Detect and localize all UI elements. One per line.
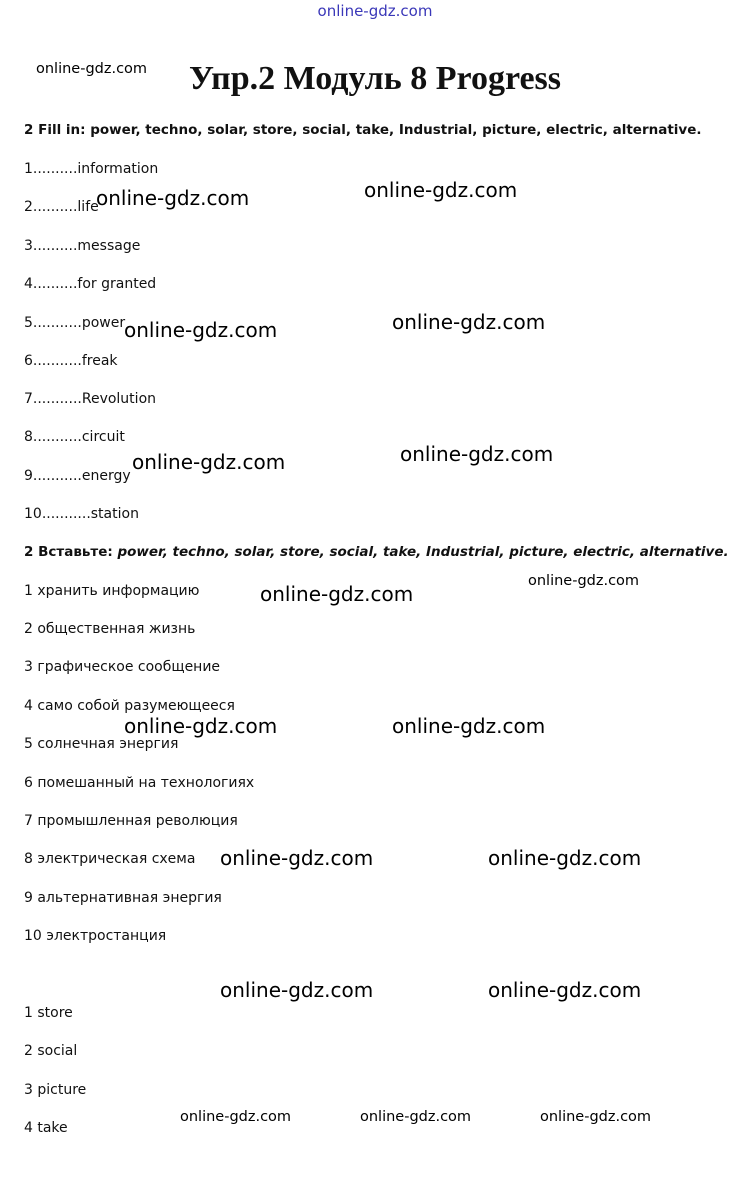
instruction-en bbox=[24, 122, 702, 138]
watermark: online-gdz.com bbox=[488, 978, 642, 1002]
page-title: Упр.2 Модуль 8 Progress bbox=[188, 60, 561, 97]
translation-item: 7 промышленная революция bbox=[24, 813, 238, 829]
exercise-item: 8...........circuit bbox=[24, 429, 125, 445]
instruction-ru-words: power, techno, solar, store, social, take, Industrial, picture, electric, alternative. bbox=[117, 544, 729, 560]
watermark: online-gdz.com bbox=[392, 310, 546, 334]
watermark: online-gdz.com bbox=[364, 178, 518, 202]
exercise-item: 9...........energy bbox=[24, 468, 131, 484]
watermark: online-gdz.com bbox=[400, 442, 554, 466]
translation-item: 10 электростанция bbox=[24, 928, 167, 944]
translation-item: 2 общественная жизнь bbox=[24, 621, 196, 637]
translation-item: 5 солнечная энергия bbox=[24, 736, 179, 752]
watermark: online-gdz.com bbox=[132, 450, 286, 474]
watermark: online-gdz.com bbox=[124, 714, 278, 738]
watermark: online-gdz.com bbox=[360, 1109, 472, 1125]
exercise-item: 2..........life bbox=[24, 199, 99, 215]
translation-item: 6 помешанный на технологиях bbox=[24, 775, 255, 791]
instruction-en-words: power, techno, solar, store, social, take, Industrial, picture, electric, alternative. bbox=[90, 122, 702, 138]
exercise-item: 4..........for granted bbox=[24, 276, 157, 292]
translation-item: 9 альтернативная энергия bbox=[24, 890, 222, 906]
watermark: online-gdz.com bbox=[260, 582, 414, 606]
instruction-ru-prefix: 2 Вставьте: bbox=[24, 544, 118, 560]
exercise-item: 10...........station bbox=[24, 506, 139, 522]
translation-item: 8 электрическая схема bbox=[24, 851, 196, 867]
site-link[interactable]: online-gdz.com bbox=[317, 2, 433, 20]
answer-item: 3 picture bbox=[24, 1082, 87, 1098]
watermark: online-gdz.com bbox=[392, 714, 546, 738]
translation-item: 1 хранить информацию bbox=[24, 583, 200, 599]
watermark: online-gdz.com bbox=[488, 846, 642, 870]
watermark: online-gdz.com bbox=[528, 573, 640, 589]
exercise-item: 3..........message bbox=[24, 238, 141, 254]
watermark: online-gdz.com bbox=[540, 1109, 652, 1125]
watermark: online-gdz.com bbox=[220, 978, 374, 1002]
watermark: online-gdz.com bbox=[220, 846, 374, 870]
exercise-item: 1..........information bbox=[24, 161, 159, 177]
instruction-ru bbox=[24, 544, 729, 560]
watermark: online-gdz.com bbox=[96, 186, 250, 210]
exercise-item: 7...........Revolution bbox=[24, 391, 157, 407]
exercise-item: 6...........freak bbox=[24, 353, 118, 369]
answer-item: 2 social bbox=[24, 1043, 78, 1059]
translation-item: 4 само собой разумеющееся bbox=[24, 698, 235, 714]
answer-item: 4 take bbox=[24, 1120, 68, 1136]
watermark: online-gdz.com bbox=[124, 318, 278, 342]
watermark: online-gdz.com bbox=[36, 61, 148, 77]
translation-item: 3 графическое сообщение bbox=[24, 659, 221, 675]
watermark: online-gdz.com bbox=[180, 1109, 292, 1125]
answer-item: 1 store bbox=[24, 1005, 73, 1021]
exercise-item: 5...........power bbox=[24, 315, 126, 331]
instruction-en-prefix: 2 Fill in: bbox=[24, 122, 91, 138]
